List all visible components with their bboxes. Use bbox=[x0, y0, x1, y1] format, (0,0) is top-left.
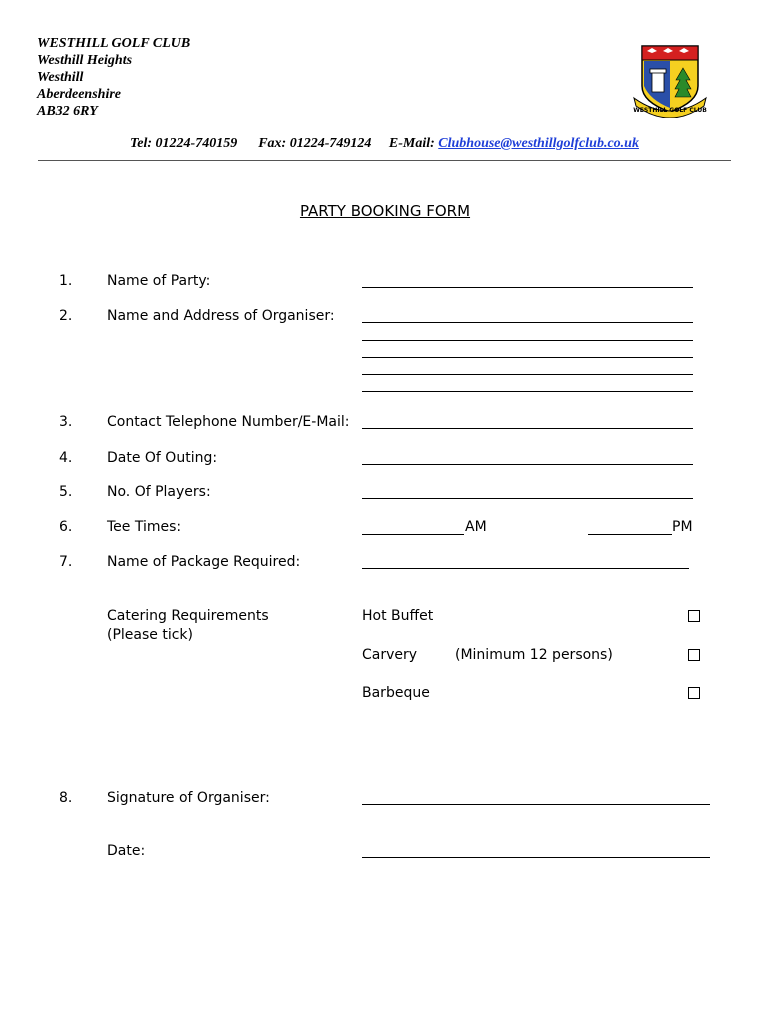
contact-line bbox=[130, 136, 639, 152]
catering-hint: (Please tick) bbox=[107, 627, 193, 643]
barbeque-label: Barbeque bbox=[362, 685, 430, 701]
header-divider bbox=[38, 160, 731, 161]
hot-buffet-label: Hot Buffet bbox=[362, 608, 434, 624]
organiser-address-field[interactable] bbox=[362, 322, 693, 323]
signature-field[interactable] bbox=[362, 804, 710, 805]
fax: Fax: 01224-749124 bbox=[258, 136, 372, 151]
party-name-label: Name of Party: bbox=[107, 273, 211, 289]
address-line: AB32 6RY bbox=[37, 104, 98, 119]
carvery-note: (Minimum 12 persons) bbox=[455, 647, 613, 663]
hot-buffet-checkbox[interactable] bbox=[688, 607, 700, 619]
address-line: Aberdeenshire bbox=[37, 87, 121, 102]
club-name: WESTHILL GOLF CLUB bbox=[37, 36, 191, 51]
carvery-label: Carvery bbox=[362, 647, 418, 663]
email-label: E-Mail: bbox=[388, 136, 435, 151]
item-number: 2. bbox=[59, 308, 73, 324]
item-number: 6. bbox=[59, 519, 73, 535]
players-field[interactable] bbox=[362, 498, 693, 499]
contact-field[interactable] bbox=[362, 428, 693, 429]
svg-text:WESTHILL GOLF CLUB: WESTHILL GOLF CLUB bbox=[633, 107, 707, 114]
item-number: 1. bbox=[59, 273, 73, 289]
outing-date-label: Date Of Outing: bbox=[107, 450, 218, 466]
item-number: 8. bbox=[59, 790, 73, 806]
signature-label: Signature of Organiser: bbox=[107, 790, 270, 806]
club-crest-logo bbox=[630, 42, 710, 118]
email-link[interactable]: Clubhouse@westhillgolfclub.co.uk bbox=[438, 136, 639, 151]
barbeque-checkbox[interactable] bbox=[688, 684, 700, 696]
outing-date-field[interactable] bbox=[362, 464, 693, 465]
am-time-field[interactable] bbox=[362, 534, 464, 535]
package-field[interactable] bbox=[362, 568, 689, 569]
carvery-checkbox[interactable] bbox=[688, 646, 700, 658]
organiser-address-field[interactable] bbox=[362, 374, 693, 375]
organiser-address-field[interactable] bbox=[362, 391, 693, 392]
players-label: No. Of Players: bbox=[107, 484, 211, 500]
item-number: 7. bbox=[59, 554, 73, 570]
party-name-field[interactable] bbox=[362, 287, 693, 288]
item-number: 4. bbox=[59, 450, 73, 466]
item-number: 3. bbox=[59, 414, 73, 430]
am-label: AM bbox=[465, 519, 487, 535]
pm-label: PM bbox=[672, 519, 693, 535]
address-line: Westhill bbox=[37, 70, 84, 85]
contact-label: Contact Telephone Number/E-Mail: bbox=[107, 414, 350, 430]
telephone: Tel: 01224-740159 bbox=[130, 136, 238, 151]
date-label: Date: bbox=[107, 843, 146, 859]
organiser-address-field[interactable] bbox=[362, 340, 693, 341]
tee-times-label: Tee Times: bbox=[107, 519, 182, 535]
package-label: Name of Package Required: bbox=[107, 554, 301, 570]
date-field[interactable] bbox=[362, 857, 710, 858]
catering-label: Catering Requirements bbox=[107, 608, 269, 624]
address-line: Westhill Heights bbox=[37, 53, 133, 68]
form-title: PARTY BOOKING FORM bbox=[299, 202, 471, 220]
pm-time-field[interactable] bbox=[588, 534, 672, 535]
item-number: 5. bbox=[59, 484, 73, 500]
organiser-address-label: Name and Address of Organiser: bbox=[107, 308, 335, 324]
club-address bbox=[37, 35, 190, 120]
organiser-address-field[interactable] bbox=[362, 357, 693, 358]
